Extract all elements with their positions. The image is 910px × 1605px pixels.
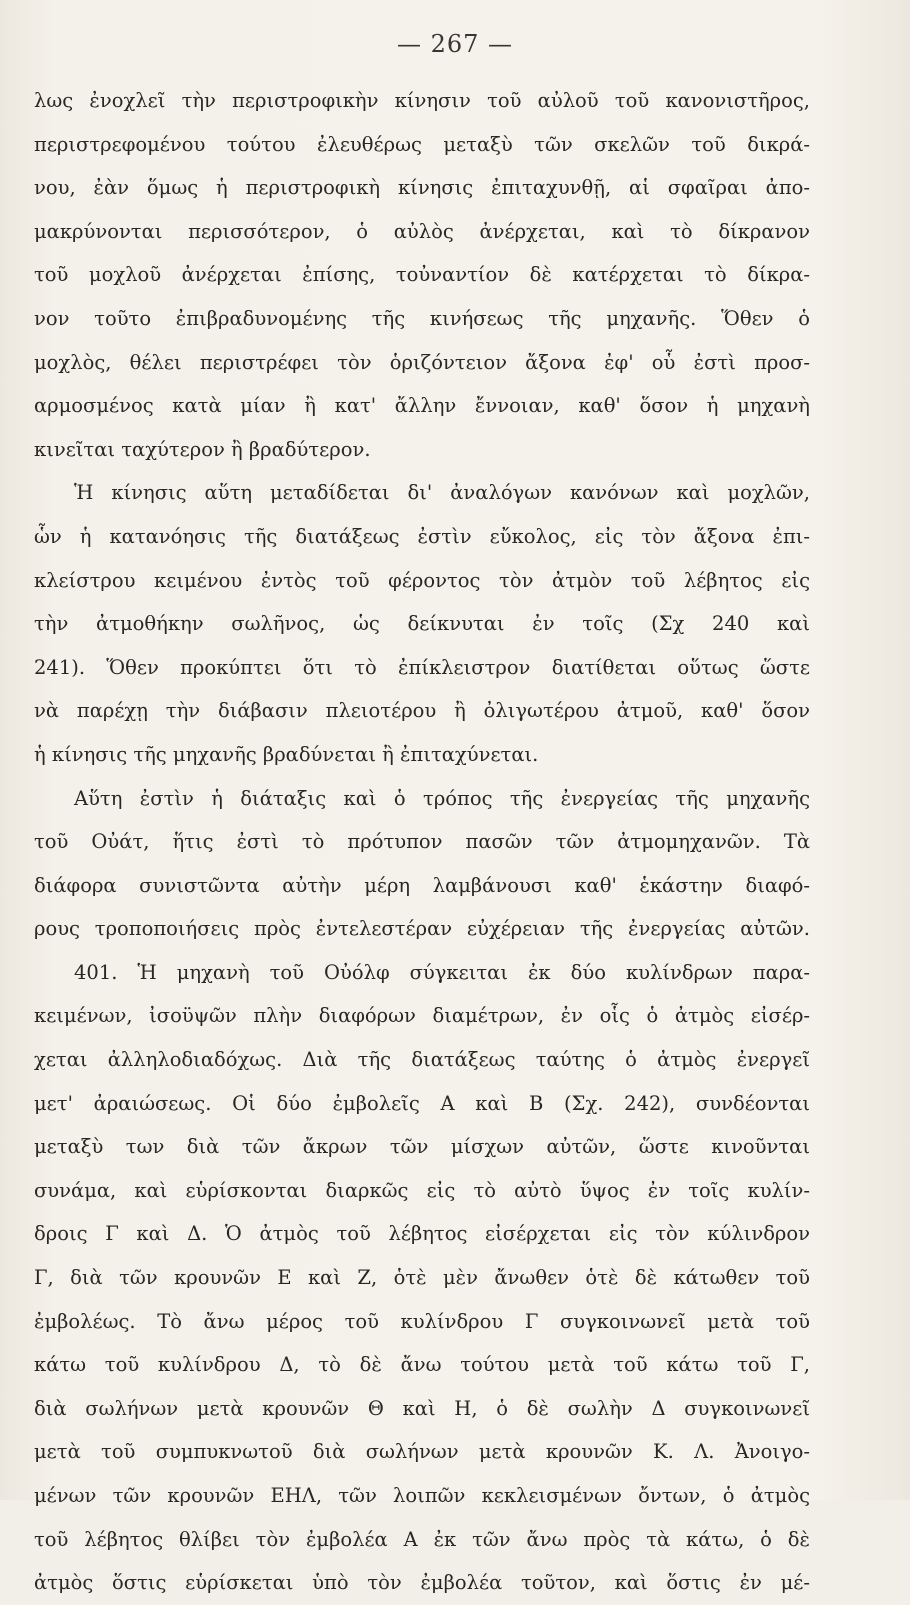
text-line: δροις Γ καὶ Δ. Ὁ ἀτμὸς τοῦ λέβητος εἰσέρχεται εἰς τὸν κύλινδρον	[34, 1222, 810, 1246]
text-line: χεται ἀλληλοδιαδόχως. Διὰ τῆς διατάξεως ταύτης ὁ ἀτμὸς ἐνεργεῖ	[34, 1048, 810, 1072]
text-line: περιστρεφομένου τούτου ἐλευθέρως μεταξὺ τῶν σκελῶν τοῦ δικρά-	[34, 132, 810, 156]
text-line: λως ἐνοχλεῖ τὴν περιστροφικὴν κίνησιν τοῦ αὐλοῦ τοῦ κανονιστῆρος,	[34, 89, 810, 112]
text-line: κινεῖται ταχύτερον ἢ βραδύτερον.	[34, 437, 371, 461]
text-line: διάφορα συνιστῶντα αὐτὴν μέρη λαμβάνουσι καθ' ἑκάστην διαφό-	[34, 873, 810, 897]
text-line: νου, ἐὰν ὅμως ἡ περιστροφικὴ κίνησις ἐπιταχυνθῇ, αἱ σφαῖραι ἀπο-	[34, 176, 810, 200]
text-line: μακρύνονται περισσότερον, ὁ αὐλὸς ἀνέρχεται, καὶ τὸ δίκρανον	[34, 219, 810, 243]
text-line: μετὰ τοῦ συμπυκνωτοῦ διὰ σωλήνων μετὰ κρουνῶν Κ. Λ. Ἀνοιγο-	[34, 1440, 810, 1464]
text-line: ἐμβολέως. Τὸ ἄνω μέρος τοῦ κυλίνδρου Γ συγκοινωνεῖ μετὰ τοῦ	[34, 1309, 810, 1333]
text-line: ρους τροποποιήσεις πρὸς ἐντελεστέραν εὐχέρειαν τῆς ἐνεργείας αὐτῶν.	[34, 917, 810, 941]
body-text	[34, 79, 810, 1605]
text-line: κάτω τοῦ κυλίνδρου Δ, τὸ δὲ ἄνω τούτου μετὰ τοῦ κάτω τοῦ Γ,	[34, 1353, 810, 1377]
section-401-start: 401. Ἡ μηχανὴ τοῦ Οὐόλφ σύγκειται ἐκ δύο κυλίνδρων παρα-	[74, 960, 810, 984]
text-line: ἀτμὸς ὅστις εὑρίσκεται ὑπὸ τὸν ἐμβολέα τοῦτον, καὶ ὅστις ἐν μέ-	[34, 1571, 810, 1595]
text-line: ὧν ἡ κατανόησις τῆς διατάξεως ἐστὶν εὔκολος, εἰς τὸν ἄξονα ἐπι-	[34, 524, 810, 548]
text-line: κλείστρου κειμένου ἐντὸς τοῦ φέροντος τὸν ἀτμὸν τοῦ λέβητος εἰς	[34, 568, 810, 592]
text-line: Γ, διὰ τῶν κρουνῶν Ε καὶ Ζ, ὁτὲ μὲν ἄνωθεν ὁτὲ δὲ κάτωθεν τοῦ	[34, 1266, 810, 1290]
text-line: τοῦ λέβητος θλίβει τὸν ἐμβολέα Α ἐκ τῶν ἄνω πρὸς τὰ κάτω, ὁ δὲ	[34, 1527, 810, 1551]
text-line: κειμένων, ἰσοϋψῶν πλὴν διαφόρων διαμέτρων, ἐν οἷς ὁ ἀτμὸς εἰσέρ-	[34, 1004, 810, 1028]
text-line: αρμοσμένος κατὰ μίαν ἢ κατ' ἄλλην ἔννοιαν, καθ' ὅσον ἡ μηχανὴ	[34, 394, 810, 418]
text-line: τὴν ἀτμοθήκην σωλῆνος, ὡς δείκνυται ἐν τοῖς (Σχ 240 καὶ	[34, 612, 810, 636]
text-line: ἡ κίνησις τῆς μηχανῆς βραδύνεται ἢ ἐπιταχύνεται.	[34, 742, 539, 766]
text-line: τοῦ Οὐάτ, ἥτις ἐστὶ τὸ πρότυπον πασῶν τῶν ἀτμομηχανῶν. Τὰ	[34, 830, 810, 854]
text-line: μοχλὸς, θέλει περιστρέφει τὸν ὁριζόντειον ἄξονα ἐφ' οὗ ἐστὶ προσ-	[34, 350, 810, 374]
text-line: συνάμα, καὶ εὑρίσκονται διαρκῶς εἰς τὸ αὐτὸ ὕψος ἐν τοῖς κυλίν-	[34, 1178, 810, 1202]
text-line: 241). Ὅθεν προκύπτει ὅτι τὸ ἐπίκλειστρον διατίθεται οὕτως ὥστε	[34, 655, 810, 679]
paragraph-start: Ἡ κίνησις αὕτη μεταδίδεται δι' ἀναλόγων κανόνων καὶ μοχλῶν,	[74, 481, 810, 505]
text-line: νὰ παρέχῃ τὴν διάβασιν πλειοτέρου ἢ ὀλιγωτέρου ἀτμοῦ, καθ' ὅσον	[34, 699, 810, 723]
text-line: νον τοῦτο ἐπιβραδυνομένης τῆς κινήσεως τῆς μηχανῆς. Ὅθεν ὁ	[34, 306, 810, 330]
text-line: διὰ σωλήνων μετὰ κρουνῶν Θ καὶ Η, ὁ δὲ σωλὴν Δ συγκοινωνεῖ	[34, 1396, 810, 1420]
text-line: μένων τῶν κρουνῶν ΕΗΛ, τῶν λοιπῶν κεκλεισμένων ὄντων, ὁ ἀτμὸς	[34, 1484, 810, 1507]
text-line: μεταξὺ των διὰ τῶν ἄκρων τῶν μίσχων αὐτῶν, ὥστε κινοῦνται	[34, 1135, 810, 1159]
paragraph-start: Αὕτη ἐστὶν ἡ διάταξις καὶ ὁ τρόπος τῆς ἐνεργείας τῆς μηχανῆς	[74, 786, 810, 810]
text-line: τοῦ μοχλοῦ ἀνέρχεται ἐπίσης, τοὐναντίον δὲ κατέρχεται τὸ δίκρα-	[34, 263, 810, 287]
text-line: μετ' ἀραιώσεως. Οἱ δύο ἐμβολεῖς Α καὶ Β (Σχ. 242), συνδέονται	[34, 1091, 810, 1115]
page-number: — 267 —	[396, 30, 514, 58]
